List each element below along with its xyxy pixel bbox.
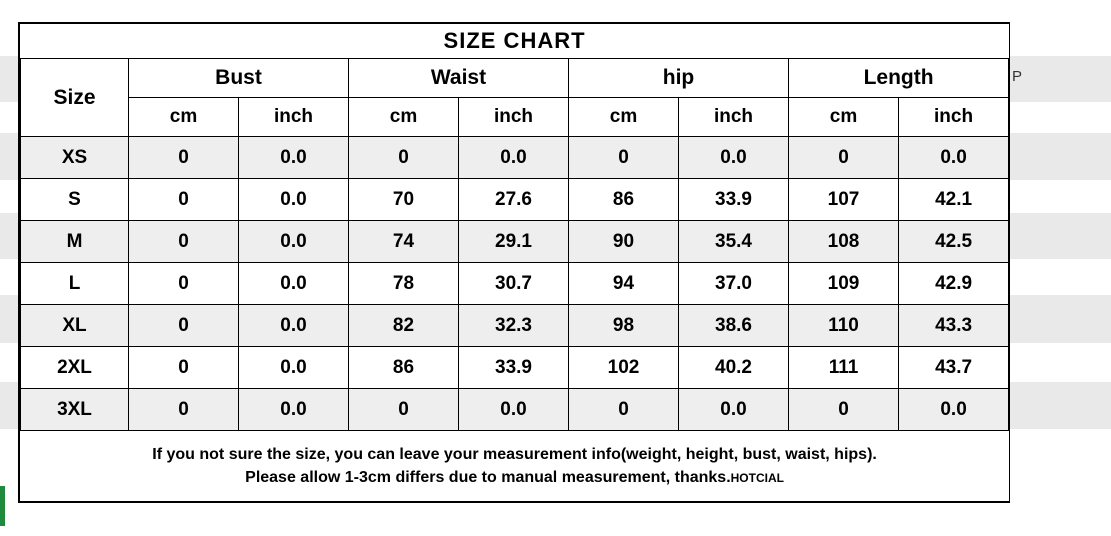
cell-hip-cm: 0 <box>569 389 679 431</box>
cell-bust-inch: 0.0 <box>239 347 349 389</box>
unit-length-cm: cm <box>789 98 899 137</box>
table-row <box>21 263 1009 305</box>
note-line-1: If you not sure the size, you can leave your measurement info(weight, height, bust, waist, hips). <box>152 445 877 463</box>
cell-hip-inch: 0.0 <box>679 137 789 179</box>
cell-hip-inch: 35.4 <box>679 221 789 263</box>
row-size-label: 3XL <box>21 389 129 431</box>
cell-bust-inch: 0.0 <box>239 179 349 221</box>
cell-length-inch: 42.9 <box>899 263 1009 305</box>
table-row <box>21 179 1009 221</box>
row-size-label: M <box>21 221 129 263</box>
cell-bust-cm: 0 <box>129 389 239 431</box>
cell-length-inch: 42.1 <box>899 179 1009 221</box>
table-row <box>21 389 1009 431</box>
cell-hip-inch: 40.2 <box>679 347 789 389</box>
table-group-header-row <box>21 59 1009 98</box>
unit-waist-cm: cm <box>349 98 459 137</box>
cell-waist-inch: 0.0 <box>459 389 569 431</box>
cell-hip-inch: 33.9 <box>679 179 789 221</box>
cell-bust-inch: 0.0 <box>239 263 349 305</box>
cell-hip-cm: 94 <box>569 263 679 305</box>
cell-waist-inch: 30.7 <box>459 263 569 305</box>
note-line-2: Please allow 1-3cm differs due to manual measurement, thanks. <box>245 469 731 486</box>
header-bust: Bust <box>129 59 349 98</box>
cell-bust-cm: 0 <box>129 305 239 347</box>
cell-length-cm: 110 <box>789 305 899 347</box>
cell-hip-cm: 86 <box>569 179 679 221</box>
notes-cell <box>21 431 1009 502</box>
cell-hip-cm: 90 <box>569 221 679 263</box>
cell-bust-inch: 0.0 <box>239 221 349 263</box>
header-hip: hip <box>569 59 789 98</box>
cell-length-inch: 42.5 <box>899 221 1009 263</box>
cell-hip-inch: 37.0 <box>679 263 789 305</box>
table-row <box>21 221 1009 263</box>
cell-bust-cm: 0 <box>129 221 239 263</box>
cell-waist-cm: 78 <box>349 263 459 305</box>
cell-length-cm: 111 <box>789 347 899 389</box>
note-line-2-wrapper <box>31 466 999 489</box>
cell-hip-cm: 0 <box>569 137 679 179</box>
table-row <box>21 347 1009 389</box>
unit-waist-inch: inch <box>459 98 569 137</box>
cell-length-cm: 108 <box>789 221 899 263</box>
unit-bust-inch: inch <box>239 98 349 137</box>
table-unit-header-row <box>21 98 1009 137</box>
cell-length-cm: 0 <box>789 389 899 431</box>
cell-bust-inch: 0.0 <box>239 389 349 431</box>
table-note-row <box>21 431 1009 502</box>
cell-waist-inch: 32.3 <box>459 305 569 347</box>
cell-waist-inch: 27.6 <box>459 179 569 221</box>
cell-waist-inch: 29.1 <box>459 221 569 263</box>
cell-length-cm: 109 <box>789 263 899 305</box>
cell-bust-cm: 0 <box>129 263 239 305</box>
cell-waist-cm: 74 <box>349 221 459 263</box>
row-size-label: XS <box>21 137 129 179</box>
cell-bust-inch: 0.0 <box>239 305 349 347</box>
row-size-label: L <box>21 263 129 305</box>
unit-bust-cm: cm <box>129 98 239 137</box>
cell-length-inch: 43.3 <box>899 305 1009 347</box>
cell-waist-inch: 33.9 <box>459 347 569 389</box>
cell-length-inch: 43.7 <box>899 347 1009 389</box>
left-edge-marker <box>0 486 5 526</box>
row-size-label: XL <box>21 305 129 347</box>
stray-text: P <box>1012 68 1023 85</box>
size-chart-table <box>20 24 1009 501</box>
cell-waist-inch: 0.0 <box>459 137 569 179</box>
cell-length-cm: 107 <box>789 179 899 221</box>
chart-title: SIZE CHART <box>21 24 1009 59</box>
size-chart-table-container <box>18 22 1010 503</box>
cell-hip-cm: 102 <box>569 347 679 389</box>
table-row <box>21 137 1009 179</box>
cell-bust-cm: 0 <box>129 179 239 221</box>
row-size-label: 2XL <box>21 347 129 389</box>
cell-waist-cm: 70 <box>349 179 459 221</box>
row-size-label: S <box>21 179 129 221</box>
cell-waist-cm: 82 <box>349 305 459 347</box>
cell-waist-cm: 0 <box>349 389 459 431</box>
unit-hip-inch: inch <box>679 98 789 137</box>
header-length: Length <box>789 59 1009 98</box>
brand-label: HOTCIAL <box>730 471 784 485</box>
cell-bust-inch: 0.0 <box>239 137 349 179</box>
table-title-row <box>21 24 1009 59</box>
cell-length-cm: 0 <box>789 137 899 179</box>
unit-length-inch: inch <box>899 98 1009 137</box>
cell-waist-cm: 86 <box>349 347 459 389</box>
cell-hip-inch: 38.6 <box>679 305 789 347</box>
cell-bust-cm: 0 <box>129 347 239 389</box>
cell-length-inch: 0.0 <box>899 137 1009 179</box>
cell-hip-cm: 98 <box>569 305 679 347</box>
cell-length-inch: 0.0 <box>899 389 1009 431</box>
table-row <box>21 305 1009 347</box>
cell-bust-cm: 0 <box>129 137 239 179</box>
header-size: Size <box>21 59 129 137</box>
header-waist: Waist <box>349 59 569 98</box>
cell-waist-cm: 0 <box>349 137 459 179</box>
cell-hip-inch: 0.0 <box>679 389 789 431</box>
unit-hip-cm: cm <box>569 98 679 137</box>
